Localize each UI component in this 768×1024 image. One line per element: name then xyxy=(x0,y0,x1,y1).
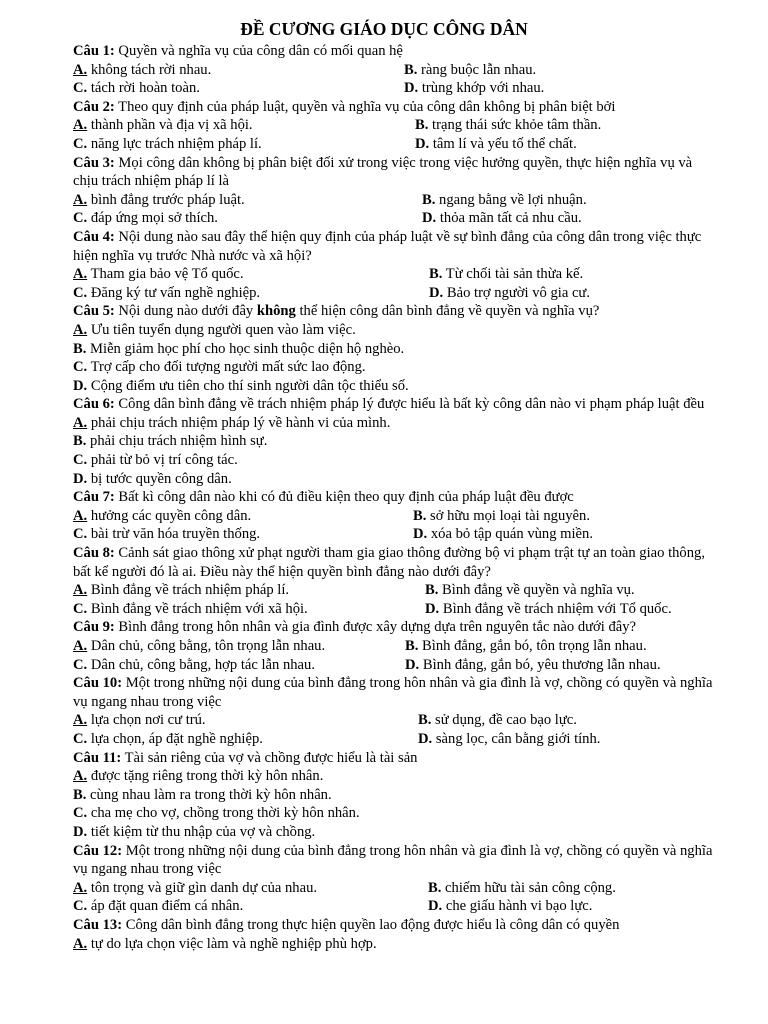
question-3 xyxy=(73,154,713,228)
option-a: A. bình đẳng trước pháp luật. xyxy=(73,191,245,208)
option-a: A. Tham gia bảo vệ Tổ quốc. xyxy=(73,266,244,283)
option-c: C. tách rời hoàn toàn. xyxy=(73,80,200,97)
question-number: Câu 9: xyxy=(73,619,115,636)
option-d: D. che giấu hành vi bạo lực. xyxy=(428,898,593,915)
option-c: C. Trợ cấp cho đối tượng người mất sức lao động. xyxy=(73,359,366,376)
question-number: Câu 8: xyxy=(73,545,115,562)
option-a: A. tự do lựa chọn việc làm và nghề nghiệp phù hợp. xyxy=(73,935,377,952)
question-10 xyxy=(73,674,713,748)
emphasis-word: không xyxy=(256,303,296,320)
option-a: A. hưởng các quyền công dân. xyxy=(73,507,252,524)
option-a: A. lựa chọn nơi cư trú. xyxy=(73,712,206,729)
option-c: C. Bình đẳng về trách nhiệm với xã hội. xyxy=(73,600,308,617)
question-13 xyxy=(73,916,713,953)
question-number: Câu 11: xyxy=(73,749,122,766)
option-a: A. thành phần và địa vị xã hội. xyxy=(73,117,253,134)
option-a: A. Bình đẳng về trách nhiệm pháp lí. xyxy=(73,582,290,599)
question-text: Một trong những nội dung của bình đẳng trong hôn nhân và gia đình là vợ, chồng có quyền và nghĩa vụ ngang nhau trong việc xyxy=(73,842,713,878)
option-a: A. Ưu tiên tuyển dụng người quen vào làm việc. xyxy=(73,321,356,338)
question-text: Một trong những nội dung của bình đẳng trong hôn nhân và gia đình là vợ, chồng có quyền và nghĩa vụ ngang nhau trong việc xyxy=(73,675,713,710)
option-b: B. cùng nhau làm ra trong thời kỳ hôn nhân. xyxy=(73,786,332,803)
option-d: D. Cộng điểm ưu tiên cho thí sinh người dân tộc thiểu số. xyxy=(73,377,409,394)
option-c: C. bài trừ văn hóa truyền thống. xyxy=(73,526,261,543)
question-12 xyxy=(73,842,713,916)
question-2 xyxy=(73,98,713,154)
question-number: Câu 7: xyxy=(73,489,115,506)
question-number: Câu 10: xyxy=(73,675,123,692)
question-text: Bình đẳng trong hôn nhân và gia đình được xây dựng dựa trên nguyên tắc nào dưới đây? xyxy=(118,619,637,636)
question-text: Bất kì công dân nào khi có đủ điều kiện theo quy định của pháp luật đều được xyxy=(118,489,574,506)
question-9 xyxy=(73,618,713,674)
option-d: D. bị tước quyền công dân. xyxy=(73,470,232,487)
question-text: Nội dung nào dưới đây xyxy=(118,303,254,320)
page-title: ĐỀ CƯƠNG GIÁO DỤC CÔNG DÂN xyxy=(240,19,528,39)
question-text: Mọi công dân không bị phân biệt đối xử trong việc trong việc hưởng quyền, thực hiện nghĩa vụ và chịu trách nhiệm pháp lí là xyxy=(73,154,693,190)
option-d: D. tiết kiệm từ thu nhập của vợ và chồng. xyxy=(73,823,316,840)
question-number: Câu 12: xyxy=(73,842,123,859)
question-number: Câu 5: xyxy=(73,303,115,320)
question-number: Câu 13: xyxy=(73,916,123,933)
question-11 xyxy=(73,749,713,842)
question-text: Công dân bình đẳng trong thực hiện quyền lao động được hiểu là công dân có quyền xyxy=(125,916,620,933)
option-a: A. tôn trọng và giữ gìn danh dự của nhau. xyxy=(73,879,318,896)
question-text: Công dân bình đẳng về trách nhiệm pháp lý được hiểu là bất kỳ công dân nào vi phạm pháp luật đều xyxy=(118,396,705,413)
option-c: C. phải từ bỏ vị trí công tác. xyxy=(73,452,238,469)
option-c: C. áp đặt quan điểm cá nhân. xyxy=(73,898,244,915)
question-4 xyxy=(73,228,713,302)
option-a: A. phải chịu trách nhiệm pháp lý về hành vi của mình. xyxy=(73,414,391,431)
option-b: B. Miễn giảm học phí cho học sinh thuộc diện hộ nghèo. xyxy=(73,340,405,357)
option-b: B. ràng buộc lẫn nhau. xyxy=(404,61,537,78)
question-1 xyxy=(73,42,713,98)
option-b: B. phải chịu trách nhiệm hình sự. xyxy=(73,433,268,450)
question-number: Câu 2: xyxy=(73,98,115,115)
option-d: D. xóa bỏ tập quán vùng miền. xyxy=(413,526,593,543)
option-c: C. Đăng ký tư vấn nghề nghiệp. xyxy=(73,284,261,301)
question-text: Nội dung nào sau đây thể hiện quy định của pháp luật về sự bình đẳng của công dân trong việc thực hiện nghĩa vụ trước Nhà nước và xã hội? xyxy=(73,228,702,264)
question-text-cont: thể hiện công dân bình đẳng về quyền và nghĩa vụ? xyxy=(299,303,600,320)
question-text: Tài sản riêng của vợ và chồng được hiểu là tài sản xyxy=(124,749,418,766)
option-b: B. ngang bằng về lợi nhuận. xyxy=(422,191,587,208)
option-b: B. chiếm hữu tài sản công cộng. xyxy=(428,879,616,896)
question-number: Câu 1: xyxy=(73,43,115,59)
question-text: Quyền và nghĩa vụ của công dân có mối quan hệ xyxy=(118,43,403,59)
question-8 xyxy=(73,544,713,618)
option-d: D. Bảo trợ người vô gia cư. xyxy=(429,284,590,301)
question-text: Theo quy định của pháp luật, quyền và nghĩa vụ của công dân không bị phân biệt bởi xyxy=(118,98,616,115)
option-c: C. Dân chủ, công bằng, hợp tác lẫn nhau. xyxy=(73,656,315,673)
option-c: C. năng lực trách nhiệm pháp lí. xyxy=(73,135,262,152)
option-b: B. Bình đẳng về quyền và nghĩa vụ. xyxy=(425,582,635,599)
option-a: A. Dân chủ, công bằng, tôn trọng lẫn nhau. xyxy=(73,638,326,654)
option-b: B. trạng thái sức khỏe tâm thần. xyxy=(415,117,602,134)
question-number: Câu 3: xyxy=(73,154,115,171)
option-d: D. Bình đẳng về trách nhiệm với Tổ quốc. xyxy=(425,600,672,617)
option-b: B. sử dụng, đề cao bạo lực. xyxy=(418,712,577,729)
option-d: D. tâm lí và yếu tố thể chất. xyxy=(415,135,577,152)
option-d: D. thỏa mãn tất cả nhu cầu. xyxy=(422,210,582,227)
question-6 xyxy=(73,395,713,488)
option-d: D. trùng khớp với nhau. xyxy=(404,80,545,97)
option-b: B. Từ chối tài sản thừa kế. xyxy=(429,266,584,283)
question-7 xyxy=(73,488,713,544)
option-c: C. đáp ứng mọi sở thích. xyxy=(73,210,218,227)
question-list xyxy=(73,42,713,953)
question-number: Câu 6: xyxy=(73,396,115,413)
option-a: A. không tách rời nhau. xyxy=(73,61,212,78)
option-b: B. Bình đẳng, gắn bó, tôn trọng lẫn nhau. xyxy=(405,638,647,654)
option-b: B. sở hữu mọi loại tài nguyên. xyxy=(413,507,590,524)
option-d: D. Bình đẳng, gắn bó, yêu thương lẫn nhau. xyxy=(405,656,661,673)
option-d: D. sàng lọc, cân bằng giới tính. xyxy=(418,730,601,747)
option-a: A. được tặng riêng trong thời kỳ hôn nhân. xyxy=(73,768,324,785)
question-number: Câu 4: xyxy=(73,228,115,245)
option-c: C. lựa chọn, áp đặt nghề nghiệp. xyxy=(73,730,263,747)
option-c: C. cha mẹ cho vợ, chồng trong thời kỳ hôn nhân. xyxy=(73,805,360,822)
question-5 xyxy=(73,302,713,395)
question-text: Cảnh sát giao thông xử phạt người tham gia giao thông đường bộ vi phạm trật tự an toàn giao thông, bất kể người đó là ai. Điều này thể hiện quyền bình đẳng nào dưới đây? xyxy=(73,545,705,580)
